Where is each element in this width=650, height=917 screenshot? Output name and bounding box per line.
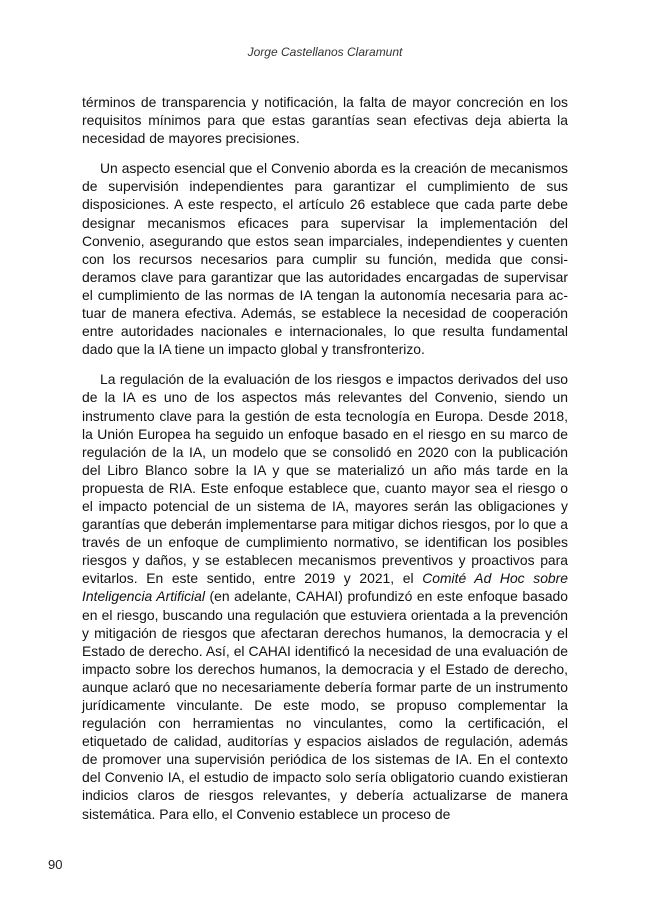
page-number: 90 bbox=[48, 857, 63, 872]
paragraph bbox=[82, 159, 568, 358]
running-header: Jorge Castellanos Claramunt bbox=[247, 45, 403, 59]
text-run: términos de transparencia y notificación, la falta de mayor concreción en los requisitos mínimos para que estas garantías sean efectivas deja abierta la necesidad de mayores precisiones. bbox=[82, 94, 568, 147]
text-run: La regulación de la evaluación de los riesgos e impactos derivados del uso de la IA es uno de los aspectos más relevantes del Convenio, siendo un instrumento clave para la gestión de esta tecnología en Europa. Desde 2018, la Unión Europea ha seguido un enfoque basado en el riesgo en su marco de regulación de la IA, un modelo que se consolidó en 2020 con la publicación del Libro Blanco sobre la IA y que se materializó un año más tarde en la propuesta de RIA. Este enfoque establece que, cuanto mayor sea el riesgo o el impacto potencial de un sistema de IA, mayores serán las obligaciones y garantías que deberán implementarse para mitigar dichos riesgos, por lo que a través de un enfoque de cumplimiento normativo, se identifican los posibles riesgos y daños, y se establecen mecanismos preventivos y proactivos para evitarlos. En este sentido, entre 2019 y 2021, el bbox=[82, 371, 568, 587]
paragraph bbox=[82, 93, 568, 147]
italic-title: Comité Ad Hoc sobre Inteligencia Artificial bbox=[82, 570, 569, 605]
body-text bbox=[82, 93, 568, 835]
text-run: (en adelante, CAHAI) profundizó en este enfoque basado en el riesgo, buscando una regulación que estuviera orientada a la prevención y mitigación de riesgos que afectaran derechos humanos, la democracia y el Estado de derecho. Así, el CAHAI identificó la necesidad de una evaluación de impacto sobre los derechos humanos, la democracia y el Estado de derecho, aunque aclaró que no necesariamente debería formar parte de un instrumento jurídicamente vinculante. De este modo, se propuso complementar la regulación con herramientas no vinculantes, como la certificación, el etiquetado de calidad, auditorías y espacios aislados de regulación, además de promover una supervisión periódica de los sistemas de IA. En el contexto del Convenio IA, el estudio de impacto solo sería obligatorio cuando existieran indicios claros de riesgos relevantes, y debería actualizarse de manera sistemática. Para ello, el Convenio establece un proceso de bbox=[82, 588, 568, 822]
text-run: Un aspecto esencial que el Convenio aborda es la creación de mecanismos de supervisión independientes para garantizar el cumplimiento de sus disposiciones. A este respecto, el artículo 26 establece que cada parte debe designar mecanismos eficaces para supervisar la implementación del Convenio, asegurando que estos sean imparciales, independientes y cuenten con los recursos necesarios para cumplir su función, medida que consideramos clave para garantizar que las autoridades encargadas de supervisar el cumplimiento de las normas de IA tengan la autonomía necesaria para actuar de manera efectiva. Además, se establece la necesidad de cooperación entre autoridades nacionales e internacionales, lo que resulta fundamental dado que la IA tiene un impacto global y transfronterizo. bbox=[82, 160, 568, 358]
paragraph bbox=[82, 370, 568, 822]
